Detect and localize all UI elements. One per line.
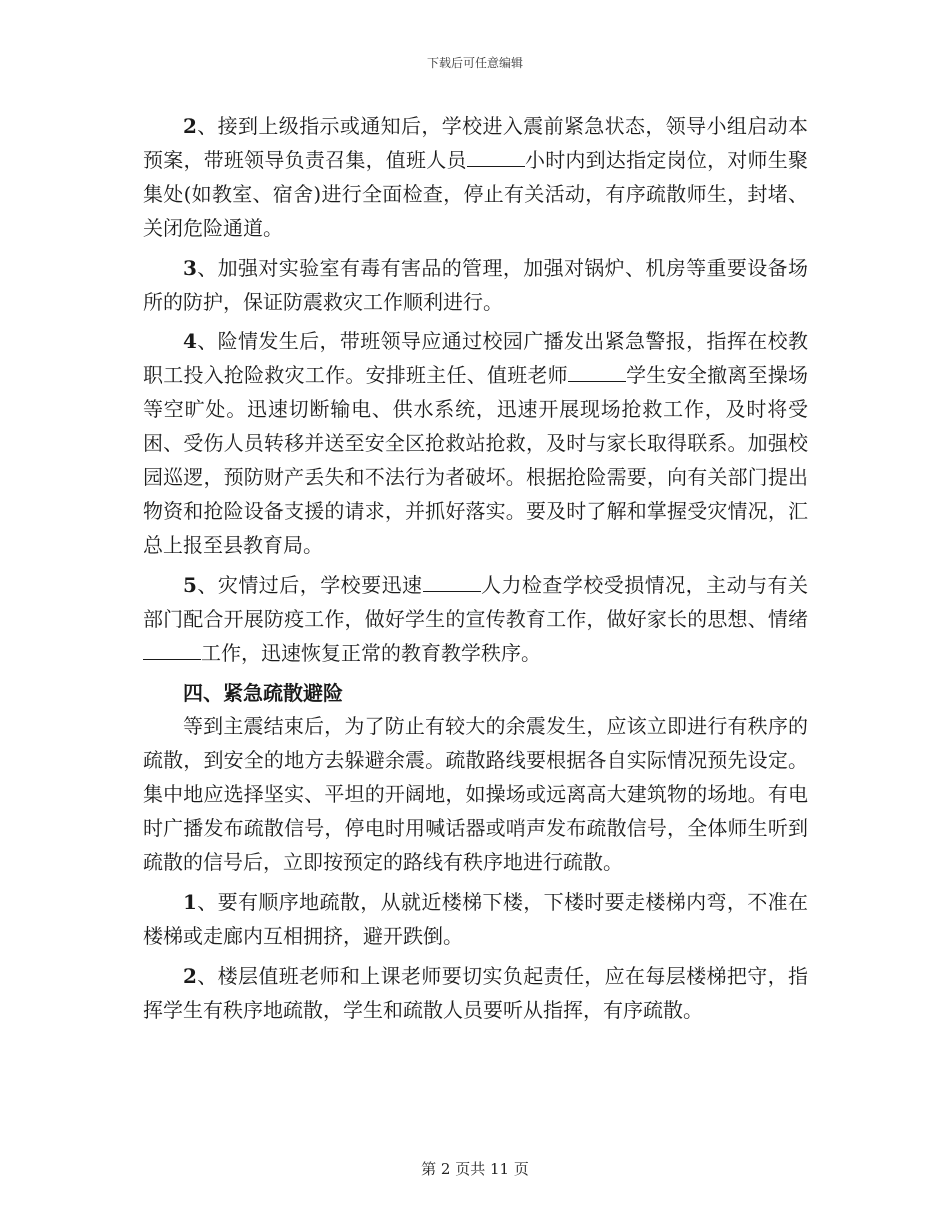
fill-blank xyxy=(568,363,626,382)
paragraph-text: 小时内到达指定岗位，对师生聚集处(如教室、宿舍)进行全面检查，停止有关活动，有序疏散师生，封堵、关闭危险通道。 xyxy=(143,147,809,240)
paragraph-text: 人力检查学校受损情况，主动与有关部门配合开展防疫工作，做好学生的宣传教育工作，做好家长的思想、情绪 xyxy=(143,572,809,631)
item-number: 5 xyxy=(183,572,197,597)
item-number: 4 xyxy=(183,329,197,354)
item-number: 2 xyxy=(183,114,197,138)
paragraph-item-4 xyxy=(143,325,808,562)
fill-blank xyxy=(143,641,201,660)
paragraph-text: 学生安全撤离至操场等空旷处。迅速切断输电、供水系统，迅速开展现场抢救工作，及时将受困、受伤人员转移并送至安全区抢救站抢救，及时与家长取得联系。加强校园巡逻，预防财产丢失和不法行为者破坏。根据抢险需要，向有关部门提出物资和抢险设备支援的请求，并抓好落实。要及时了解和掌握受灾情况，汇总上报至县教育局。 xyxy=(143,363,809,557)
paragraph-item-2 xyxy=(143,110,808,246)
paragraph-text: 、接到上级指示或通知后，学校进入震前紧急状态，领导小组启动本预案，带班领导负责召集，值班人员 xyxy=(143,114,808,172)
fill-blank xyxy=(423,573,481,592)
section-heading: 四、紧急疏散避险 xyxy=(183,680,343,705)
section-intro: 等到主震结束后，为了防止有较大的余震发生，应该立即进行有秩序的疏散，到安全的地方去躲避余震。疏散路线要根据各自实际情况预先设定。集中地应选择坚实、平坦的开阔地，如操场或远离高大建筑物的场地。有电时广播发布疏散信号，停电时用喊话器或哨声发布疏散信号，全体师生听到疏散的信号后，立即按预定的路线有秩序地进行疏散。 xyxy=(143,714,808,875)
item-number: 2 xyxy=(183,963,197,988)
fill-blank xyxy=(467,148,525,167)
paragraph-text: 、楼层值班老师和上课老师要切实负起责任，应在每层楼梯把守，指挥学生有秩序地疏散，学生和疏散人员要听从指挥，有序疏散。 xyxy=(143,963,808,1022)
paragraph-item-3 xyxy=(143,252,808,320)
section-item-1 xyxy=(143,886,808,954)
item-number: 1 xyxy=(183,889,197,914)
paragraph-text: 、加强对实验室有毒有害品的管理，加强对锅炉、机房等重要设备场所的防护，保证防震救灾工作顺利进行。 xyxy=(143,255,808,314)
paragraph-text: 工作，迅速恢复正常的教育教学秩序。 xyxy=(201,640,541,665)
page-footer: 第 2 页共 11 页 xyxy=(421,1160,529,1178)
item-number: 3 xyxy=(183,255,197,280)
paragraph-item-5 xyxy=(143,569,808,671)
paragraph-text: 、灾情过后，学校要迅速 xyxy=(196,572,423,597)
section-item-2 xyxy=(143,960,808,1028)
page-header: 下载后可任意编辑 xyxy=(426,56,523,70)
paragraph-text: 、险情发生后，带班领导应通过校园广播发出紧急警报，指挥在校教职工投入抢险救灾工作。安排班主任、值班老师 xyxy=(143,329,808,388)
paragraph-text: 、要有顺序地疏散，从就近楼梯下楼，下楼时要走楼梯内弯，不准在楼梯或走廊内互相拥挤，避开跌倒。 xyxy=(143,889,808,948)
document-body xyxy=(143,110,808,1028)
